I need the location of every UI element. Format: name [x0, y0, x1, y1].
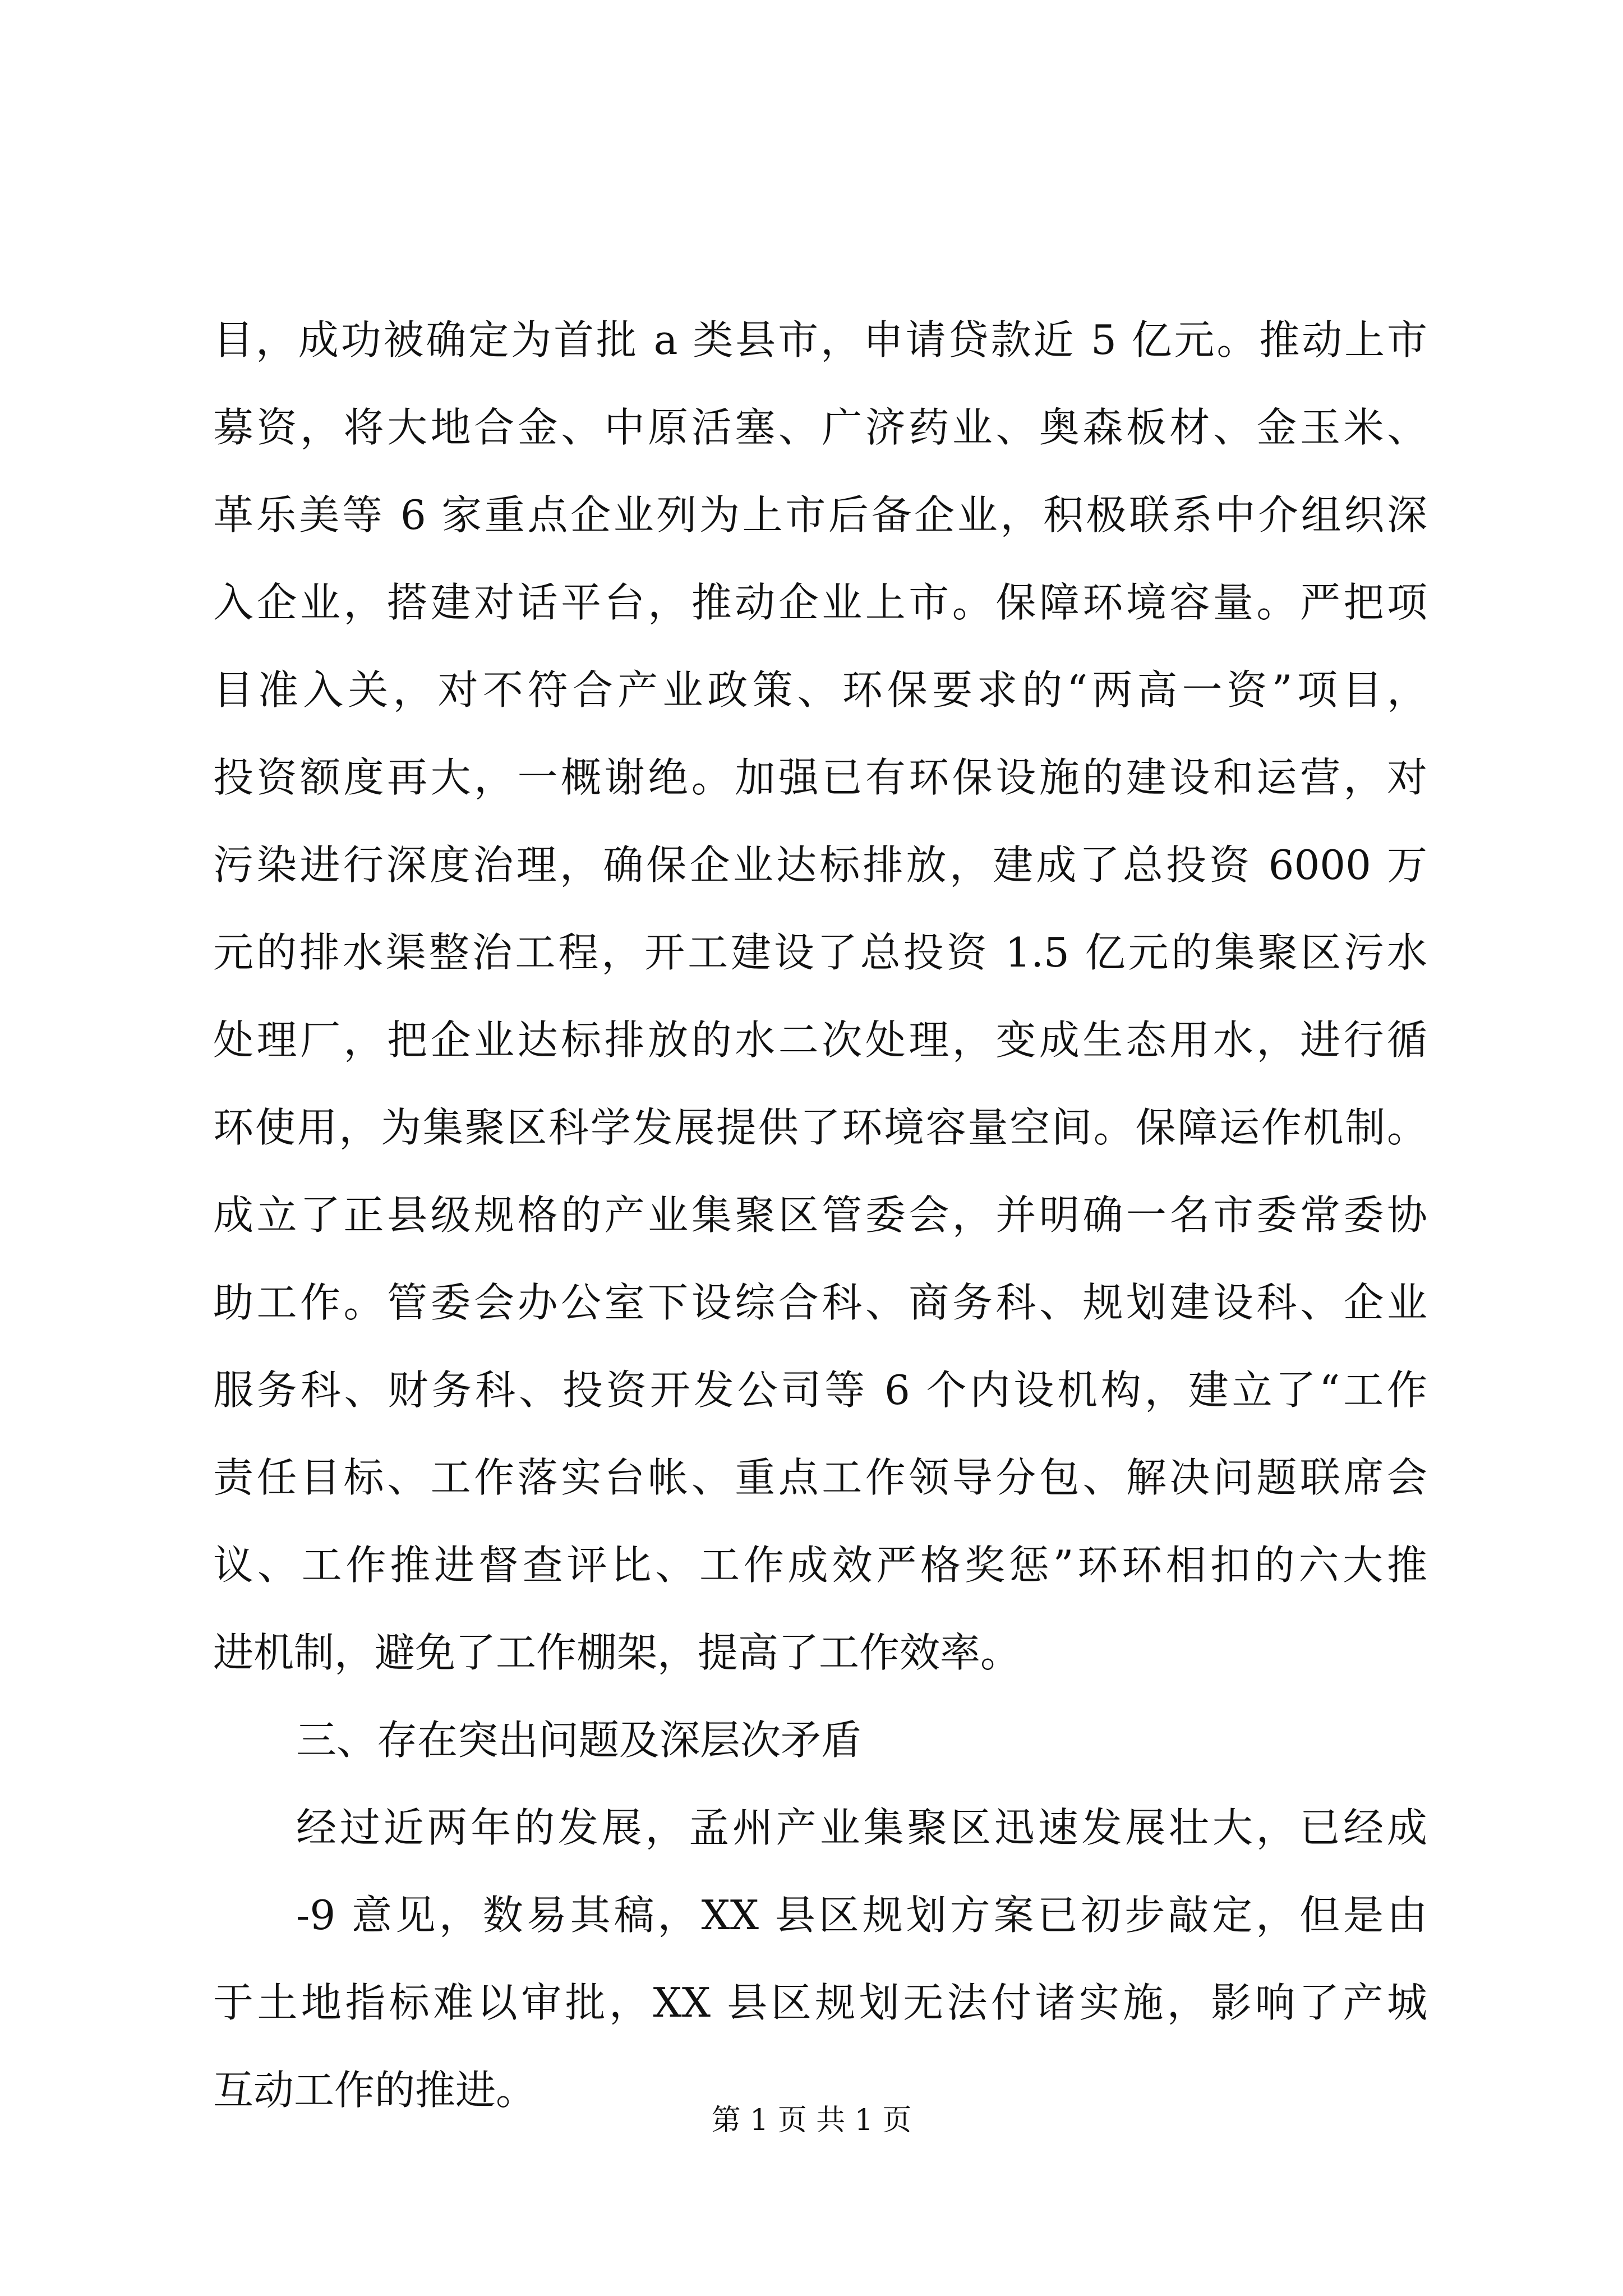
- paragraph-2-line-3: 于土地指标难以审批，XX 县区规划无法付诸实施，影响了产城: [213, 1979, 1427, 2026]
- text-line-4: 入企业，搭建对话平台，推动企业上市。保障环境容量。严把项: [213, 579, 1427, 626]
- text-line-12: 助工作。管委会办公室下设综合科、商务科、规划建设科、企业: [213, 1279, 1427, 1326]
- section-heading: 三、存在突出问题及深层次矛盾: [296, 1717, 862, 1764]
- text-line-16: 进机制，避免了工作棚架，提高了工作效率。: [213, 1629, 1021, 1676]
- text-line-5: 目准入关，对不符合产业政策、环保要求的“两高一资”项目，: [213, 666, 1427, 714]
- text-line-13: 服务科、财务科、投资开发公司等 6 个内设机构，建立了“工作: [213, 1366, 1427, 1414]
- text-line-9: 处理厂，把企业达标排放的水二次处理，变成生态用水，进行循: [213, 1016, 1427, 1064]
- text-line-11: 成立了正县级规格的产业集聚区管委会，并明确一名市委常委协: [213, 1191, 1427, 1239]
- paragraph-2-line-2: -9 意见，数易其稿，XX 县区规划方案已初步敲定，但是由: [296, 1892, 1427, 1939]
- text-line-7: 污染进行深度治理，确保企业达标排放，建成了总投资 6000 万: [213, 841, 1427, 889]
- body-text: [213, 296, 1427, 2134]
- text-line-8: 元的排水渠整治工程，开工建设了总投资 1.5 亿元的集聚区污水: [213, 929, 1427, 976]
- text-line-10: 环使用，为集聚区科学发展提供了环境容量空间。保障运作机制。: [213, 1104, 1427, 1151]
- text-line-15: 议、工作推进督查评比、工作成效严格奖惩”环环相扣的六大推: [213, 1542, 1427, 1589]
- paragraph-2-line-4: 互动工作的推进。: [213, 2067, 537, 2114]
- text-line-2: 募资，将大地合金、中原活塞、广济药业、奥森板材、金玉米、: [213, 404, 1427, 451]
- text-line-14: 责任目标、工作落实台帐、重点工作领导分包、解决问题联席会: [213, 1454, 1427, 1501]
- text-line-1: 目，成功被确定为首批 a 类县市，申请贷款近 5 亿元。推动上市: [213, 316, 1427, 364]
- text-line-6: 投资额度再大，一概谢绝。加强已有环保设施的建设和运营，对: [213, 754, 1427, 801]
- text-line-3: 革乐美等 6 家重点企业列为上市后备企业，积极联系中介组织深: [213, 491, 1427, 539]
- page-footer: 第 1 页 共 1 页: [711, 2104, 912, 2137]
- paragraph-2-line-1: 经过近两年的发展，孟州产业集聚区迅速发展壮大，已经成: [296, 1804, 1427, 1851]
